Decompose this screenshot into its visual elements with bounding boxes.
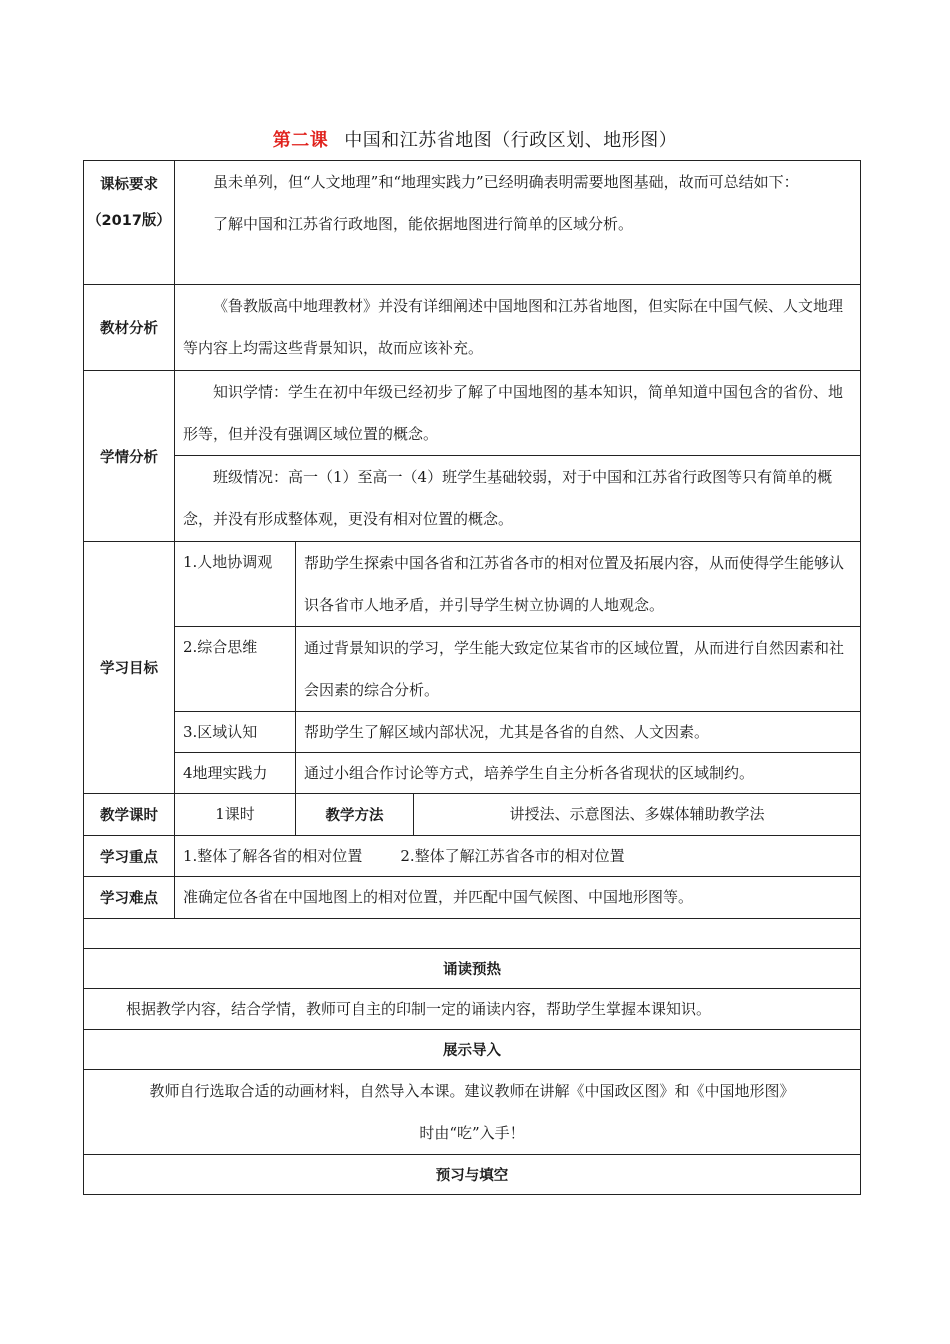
objective-text: 通过背景知识的学习，学生能大致定位某省市的区域位置，从而进行自然因素和社会因素的综合分析。 — [296, 627, 861, 712]
row-preview-heading — [84, 1155, 861, 1195]
lesson-plan-table — [83, 160, 861, 1195]
objective-name: 3.区域认知 — [175, 712, 296, 753]
recitation-content: 根据教学内容，结合学情，教师可自主的印制一定的诵读内容，帮助学生掌握本课知识。 — [84, 989, 861, 1030]
row-standards — [84, 161, 861, 285]
objective-name: 1.人地协调观 — [175, 542, 296, 627]
page-title — [0, 126, 950, 152]
objective-text: 帮助学生探索中国各省和江苏省各市的相对位置及拓展内容，从而使得学生能够认识各省市人地矛盾，并引导学生树立协调的人地观念。 — [296, 542, 861, 627]
hours-value: 1课时 — [175, 794, 296, 836]
blank-cell — [84, 919, 861, 949]
key-point-1: 1.整体了解各省的相对位置 — [183, 847, 363, 865]
standards-content — [175, 161, 861, 285]
standards-paragraph-1: 虽未单列，但“人文地理”和“地理实践力”已经明确表明需要地图基础，故而可总结如下： — [213, 173, 799, 191]
method-label: 教学方法 — [296, 794, 414, 836]
row-blank — [84, 919, 861, 949]
key-points-label: 学习重点 — [84, 836, 175, 877]
lesson-number: 第二课 — [272, 130, 329, 151]
difficulties-content: 准确定位各省在中国地图上的相对位置，并匹配中国气候图、中国地形图等。 — [175, 877, 861, 919]
row-key-points — [84, 836, 861, 877]
learners-class: 班级情况：高一（1）至高一（4）班学生基础较弱，对于中国和江苏省行政图等只有简单的概念，并没有形成整体观，更没有相对位置的概念。 — [175, 456, 861, 542]
key-points-content — [175, 836, 861, 877]
objective-name: 2.综合思维 — [175, 627, 296, 712]
standards-paragraph-2: 了解中国和江苏省行政地图，能依据地图进行简单的区域分析。 — [213, 215, 634, 233]
learners-knowledge: 知识学情：学生在初中年级已经初步了解了中国地图的基本知识，简单知道中国包含的省份、地形等，但并没有强调区域位置的概念。 — [175, 371, 861, 456]
row-recitation-heading — [84, 949, 861, 989]
row-textbook — [84, 285, 861, 371]
preview-heading: 预习与填空 — [84, 1155, 861, 1195]
textbook-label: 教材分析 — [84, 285, 175, 371]
objective-name: 4地理实践力 — [175, 753, 296, 794]
row-learners-2 — [84, 456, 861, 542]
row-objective-4 — [84, 753, 861, 794]
textbook-content — [175, 285, 861, 371]
recitation-heading: 诵读预热 — [84, 949, 861, 989]
hours-label: 教学课时 — [84, 794, 175, 836]
row-recitation-content — [84, 989, 861, 1030]
key-point-2: 2.整体了解江苏省各市的相对位置 — [400, 847, 625, 865]
row-hours — [84, 794, 861, 836]
difficulties-label: 学习难点 — [84, 877, 175, 919]
row-objective-2 — [84, 627, 861, 712]
row-learners-1 — [84, 371, 861, 456]
row-intro-heading — [84, 1030, 861, 1070]
row-difficulties — [84, 877, 861, 919]
objective-text: 帮助学生了解区域内部状况，尤其是各省的自然、人文因素。 — [296, 712, 861, 753]
intro-line-1: 教师自行选取合适的动画材料，自然导入本课。建议教师在讲解《中国政区图》和《中国地形图》 — [149, 1082, 795, 1100]
objective-text: 通过小组合作讨论等方式，培养学生自主分析各省现状的区域制约。 — [296, 753, 861, 794]
textbook-paragraph: 《鲁教版高中地理教材》并没有详细阐述中国地图和江苏省地图，但实际在中国气候、人文地理等内容上均需这些背景知识，故而应该补充。 — [183, 297, 844, 357]
row-objective-1 — [84, 542, 861, 627]
row-objective-3 — [84, 712, 861, 753]
method-value: 讲授法、示意图法、多媒体辅助教学法 — [414, 794, 861, 836]
intro-heading: 展示导入 — [84, 1030, 861, 1070]
objectives-label: 学习目标 — [84, 542, 175, 794]
learners-label: 学情分析 — [84, 371, 175, 542]
row-intro-content — [84, 1070, 861, 1155]
intro-line-2: 时由“吃”入手！ — [419, 1124, 525, 1142]
lesson-title: 中国和江苏省地图（行政区划、地形图） — [344, 130, 678, 151]
standards-label: 课标要求 （2017版） — [84, 161, 175, 285]
intro-content — [84, 1070, 861, 1155]
